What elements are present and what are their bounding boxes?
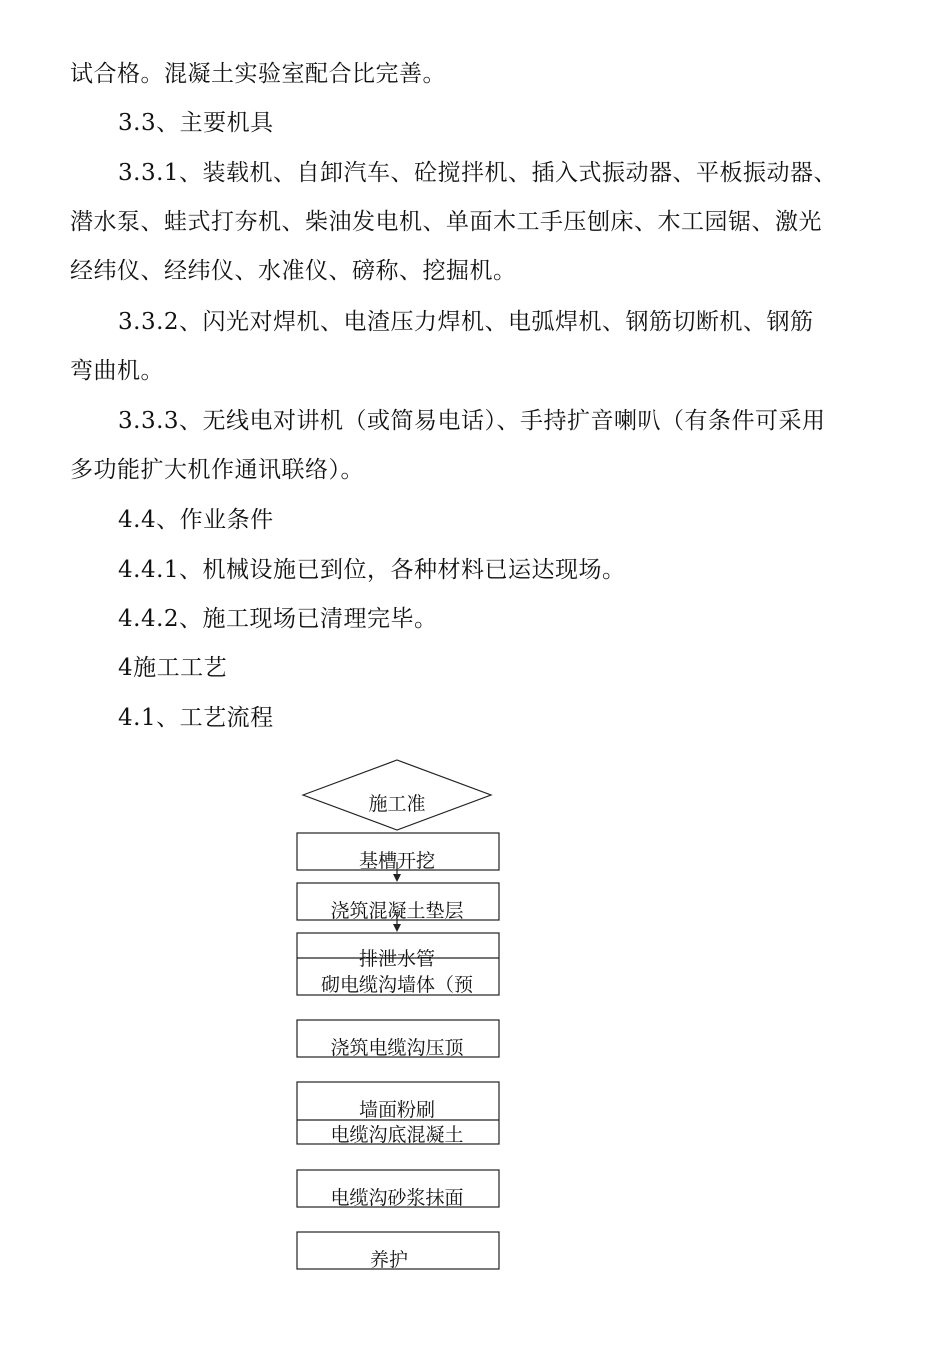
paragraph-line: 多功能扩大机作通讯联络）。 bbox=[70, 457, 364, 483]
step-label: 浇筑混凝土垫层 bbox=[330, 900, 464, 922]
paragraph-line: 4.4.1、机械设施已到位，各种材料已运达现场。 bbox=[118, 557, 626, 583]
paragraph-line: 弯曲机。 bbox=[70, 358, 164, 384]
step-label: 砌电缆沟墙体（预 bbox=[320, 974, 474, 996]
paragraph-line: 潜水泵、蛙式打夯机、柴油发电机、单面木工手压刨床、木工园锯、激光 bbox=[70, 209, 822, 235]
step-label: 浇筑电缆沟压顶 bbox=[330, 1037, 464, 1059]
paragraph-line: 3.3.1、装载机、自卸汽车、砼搅拌机、插入式振动器、平板振动器、 bbox=[118, 160, 838, 186]
start-label: 施工准 bbox=[368, 793, 426, 815]
step-label: 基槽开挖 bbox=[358, 850, 436, 872]
section-heading-3-3: 3.3、主要机具 bbox=[118, 110, 274, 136]
section-heading-4-1: 4.1、工艺流程 bbox=[118, 705, 274, 731]
paragraph-line: 4.4.2、施工现场已清理完毕。 bbox=[118, 606, 438, 632]
section-heading-4-4: 4.4、作业条件 bbox=[118, 507, 274, 533]
paragraph-line: 经纬仪、经纬仪、水准仪、磅称、挖掘机。 bbox=[70, 258, 517, 284]
step-label: 养护 bbox=[369, 1249, 409, 1271]
step-label: 电缆沟砂浆抹面 bbox=[330, 1187, 464, 1209]
step-label: 墙面粉刷 bbox=[358, 1099, 436, 1121]
paragraph-line: 3.3.2、闪光对焊机、电渣压力焊机、电弧焊机、钢筋切断机、钢筋 bbox=[118, 309, 814, 335]
step-label: 电缆沟底混凝土 bbox=[330, 1124, 464, 1146]
section-heading-4: 4施工工艺 bbox=[118, 655, 228, 681]
paragraph-line: 试合格。混凝土实验室配合比完善。 bbox=[70, 61, 446, 87]
paragraph-line: 3.3.3、无线电对讲机（或简易电话）、手持扩音喇叭（有条件可采用 bbox=[118, 408, 826, 434]
step-label: 排泄水管 bbox=[358, 948, 436, 970]
